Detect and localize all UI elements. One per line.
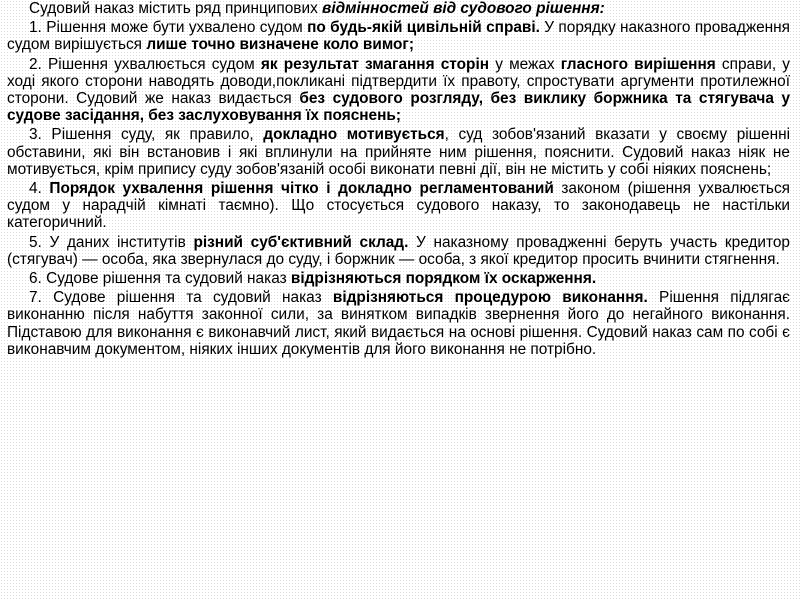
text-segment-emphasis: без судового розгляду, без виклику боржника та стягувача у судове засідання, без заслуховування їх пояснень; (7, 90, 791, 125)
text-segment-emphasis: гласного вирішення (560, 55, 716, 73)
text-segment: У порядку наказного провадження судом вирішується (7, 19, 791, 54)
text-segment: 1. Рішення може бути ухвалено судом (29, 19, 308, 37)
text-segment: у межах (489, 55, 561, 73)
text-segment: 7. Судове рішення та судовий наказ (29, 289, 333, 307)
text-segment-emphasis: відрізняються процедурою виконання. (332, 289, 648, 307)
paragraph-item-6 (7, 270, 790, 287)
text-segment: У наказному провадженні беруть участь кредитор (стягувач) — особа, яка звернулася до суду, і боржник — особа, з якої кредитор просить вчинити стягнення. (7, 233, 790, 268)
text-segment-emphasis: відмінностей від судового рішення: (322, 0, 605, 17)
text-segment-emphasis: різний суб'єктивний склад. (193, 233, 409, 251)
text-segment-emphasis: відрізняються порядком їх оскарження. (290, 270, 597, 288)
text-segment: Рішення підлягає виконанню після набуття законної сили, за винятком випадків звернення його до негайного виконання. Підставою для виконання є виконавчий лист, який видається на основі рішення. Судовий наказ сам по собі є виконавчим документом, ніяких інших документів для його виконання не потрібно. (7, 289, 790, 358)
text-segment: Судовий наказ містить ряд принципових (29, 0, 323, 17)
paragraph-item-1 (7, 19, 790, 53)
text-segment: 3. Рішення суду, як правило, (29, 126, 264, 144)
text-segment: законом (рішення ухвалюється судом у нарадчій кімнаті таємно). Що стосується судового наказу, то законодавець не настільки категоричний. (7, 180, 790, 232)
text-segment-emphasis: лише точно визначене коло вимог; (146, 36, 414, 54)
paragraph-item-5 (7, 234, 790, 268)
text-segment: справи, у ході якого сторони наводять доводи,покликані підтвердити їх правоту, спростувати аргументи протилежної сторони. Судовий же наказ видається (7, 55, 790, 108)
text-segment: 2. Рішення ухвалюється судом (29, 55, 261, 73)
text-segment-emphasis: докладно мотивується (263, 126, 445, 144)
paragraph-intro (7, 0, 790, 17)
text-segment-emphasis: як результат змагання сторін (260, 55, 490, 73)
text-segment: 6. Судове рішення та судовий наказ (29, 270, 291, 288)
text-segment: , суд зобов'язаний вказати у своєму рішенні обставини, які він встановив і які вплинули на прийняте ним рішення, пояснити. Судовий наказ ніяк не мотивується, крім припису суду зобов'язаній особі виконати певні дії, він не містить у собі ніяких пояснень; (7, 126, 791, 178)
text-segment-emphasis: по будь-якій цивільній справі. (307, 19, 540, 37)
paragraph-item-7 (7, 289, 790, 358)
text-segment-emphasis: Порядок ухвалення рішення чітко і докладно регламентований (49, 180, 554, 198)
paragraph-item-2 (7, 56, 790, 125)
text-body (7, 0, 790, 358)
paragraph-item-4 (7, 180, 790, 232)
paragraph-item-3 (7, 126, 790, 178)
text-segment: 4. (29, 180, 50, 198)
text-segment: 5. У даних інститутів (29, 233, 194, 251)
